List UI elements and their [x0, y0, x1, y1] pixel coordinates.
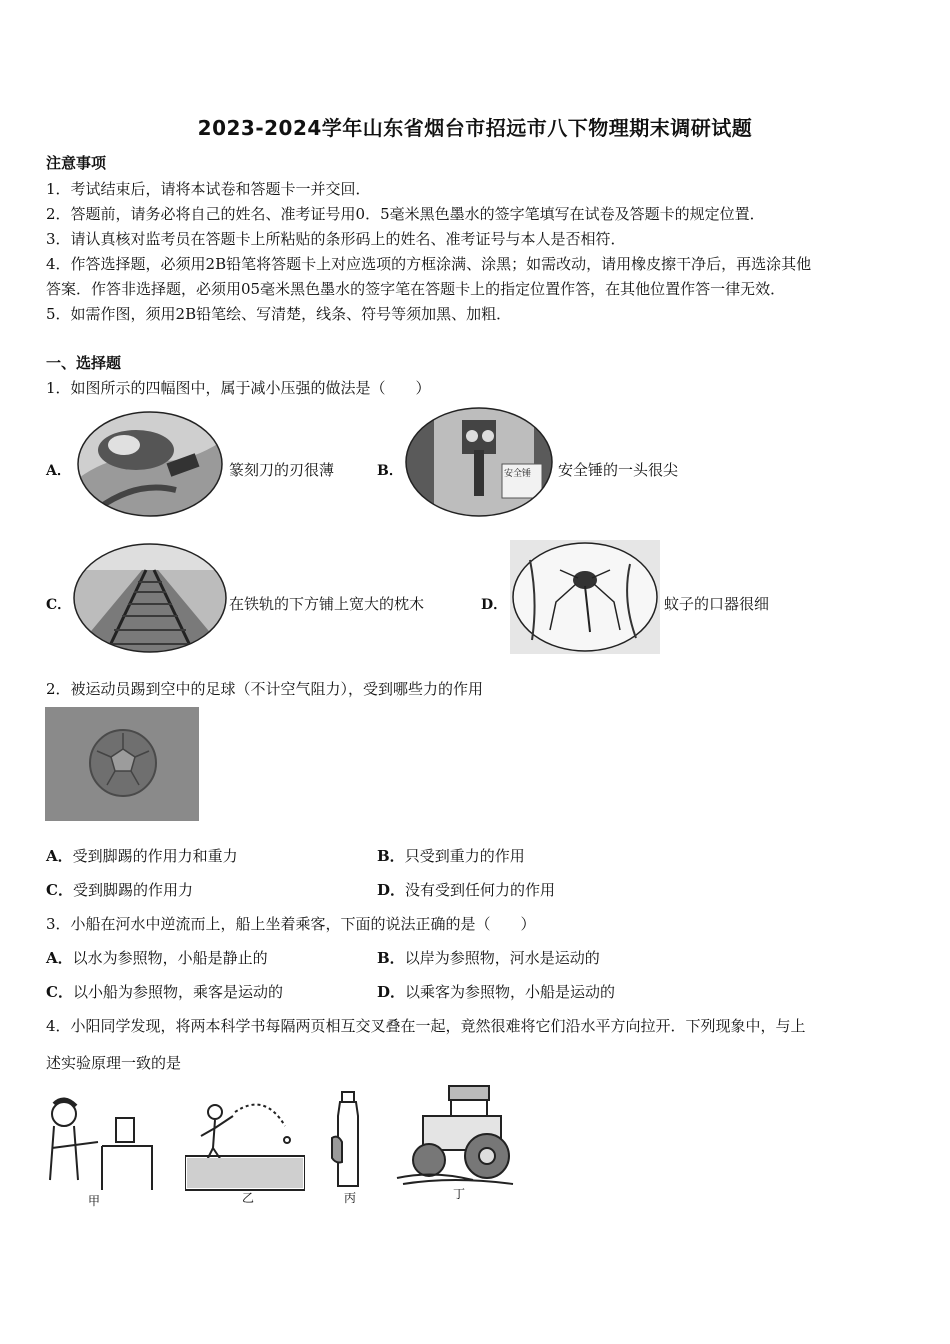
q3-option-a: [46, 947, 268, 968]
q3-option-c: [46, 981, 283, 1002]
figure-yi-caption: 乙: [242, 1191, 255, 1205]
q2-option-a-letter: A．: [46, 847, 73, 865]
question-2-stem: 2．被运动员踢到空中的足球（不计空气阻力），受到哪些力的作用: [46, 680, 484, 698]
q3-option-b-text: 以岸为参照物，河水是运动的: [404, 949, 600, 967]
figure-ding-tractor: [393, 1080, 517, 1188]
page-title: 2023-2024学年山东省烟台市招远市八下物理期末调研试题: [197, 116, 753, 140]
q2-option-c-text: 受到脚踢的作用力: [72, 881, 193, 899]
section-heading: 一、选择题: [46, 354, 122, 372]
question-1-stem: 1．如图所示的四幅图中，属于减小压强的做法是（ ）: [46, 379, 431, 397]
q1-option-c-letter: C．: [46, 597, 72, 613]
question-3-stem: 3．小船在河水中逆流而上，船上坐着乘客，下面的说法正确的是（ ）: [46, 915, 536, 933]
q2-option-c: [46, 879, 193, 900]
q2-option-b-letter: B．: [377, 847, 405, 865]
q3-option-a-text: 以水为参照物，小船是静止的: [72, 949, 268, 967]
q3-option-d-letter: D．: [377, 983, 406, 1001]
mosquito-photo: [510, 540, 660, 654]
safety-hammer-sign-label: 安全锤: [504, 469, 532, 479]
question-4-stem-line2: 述实验原理一致的是: [46, 1054, 182, 1072]
q3-option-d-text: 以乘客为参照物，小船是运动的: [405, 983, 616, 1001]
notice-item: 3．请认真核对监考员在答题卡上所粘贴的条形码上的姓名、准考证号与本人是否相符．: [46, 230, 626, 248]
notice-item: 4．作答选择题，必须用2B铅笔将答题卡上对应选项的方框涂满、涂黑；如需改动，请用橡皮擦干净后，再选涂其他: [46, 255, 812, 273]
notice-item: 1．考试结束后，请将本试卷和答题卡一并交回．: [46, 180, 371, 198]
q2-option-d-text: 没有受到任何力的作用: [405, 881, 556, 899]
q1-option-d-letter: D．: [481, 597, 508, 613]
q2-option-d-letter: D．: [377, 881, 406, 899]
q2-option-b-text: 只受到重力的作用: [404, 847, 525, 865]
q2-option-b: [377, 845, 525, 866]
q2-option-a: [46, 845, 238, 866]
q3-option-b: [377, 947, 600, 968]
notice-item: 2．答题前，请务必将自己的姓名、准考证号用0．5毫米黑色墨水的签字笔填写在试卷及答题卡的规定位置．: [46, 205, 765, 223]
q3-option-d: [377, 981, 615, 1002]
q3-option-c-letter: C．: [46, 983, 73, 1001]
notice-heading: 注意事项: [46, 154, 107, 172]
figure-bing-bottle: [328, 1090, 368, 1190]
figure-jia-person-cup: [44, 1090, 156, 1194]
q1-option-b-text: 安全锤的一头很尖: [558, 461, 679, 479]
q2-option-c-letter: C．: [46, 881, 73, 899]
q1-option-d-text: 蚊子的口器很细: [664, 595, 770, 613]
q1-option-a-letter: A．: [46, 463, 71, 479]
q2-option-d: [377, 879, 555, 900]
q3-option-b-letter: B．: [377, 949, 405, 967]
q2-option-a-text: 受到脚踢的作用力和重力: [72, 847, 238, 865]
figure-jia-caption: 甲: [88, 1194, 101, 1208]
q1-option-c-text: 在铁轨的下方铺上宽大的枕木: [229, 595, 425, 613]
carving-knife-photo: [76, 410, 224, 518]
figure-yi-person-throwing: [185, 1096, 305, 1192]
notice-item: 5．如需作图，须用2B铅笔绘、写清楚，线条、符号等须加黑、加粗．: [46, 305, 512, 323]
figure-ding-caption: 丁: [453, 1187, 466, 1201]
q1-option-a-text: 篆刻刀的刃很薄: [229, 461, 335, 479]
question-4-stem-line1: 4．小阳同学发现，将两本科学书每隔两页相互交叉叠在一起，竟然很难将它们沿水平方向拉开．下列现象中，与上: [46, 1017, 806, 1035]
figure-bing-caption: 丙: [344, 1191, 357, 1205]
safety-hammer-photo: [404, 406, 554, 518]
notice-item: 答案．作答非选择题，必须用05毫米黑色墨水的签字笔在答题卡上的指定位置作答，在其他位置作答一律无效．: [46, 280, 786, 298]
q3-option-a-letter: A．: [46, 949, 73, 967]
q3-option-c-text: 以小船为参照物，乘客是运动的: [72, 983, 283, 1001]
railway-track-photo: [72, 542, 228, 654]
q1-option-b-letter: B．: [377, 463, 403, 479]
football-photo: [45, 707, 199, 821]
